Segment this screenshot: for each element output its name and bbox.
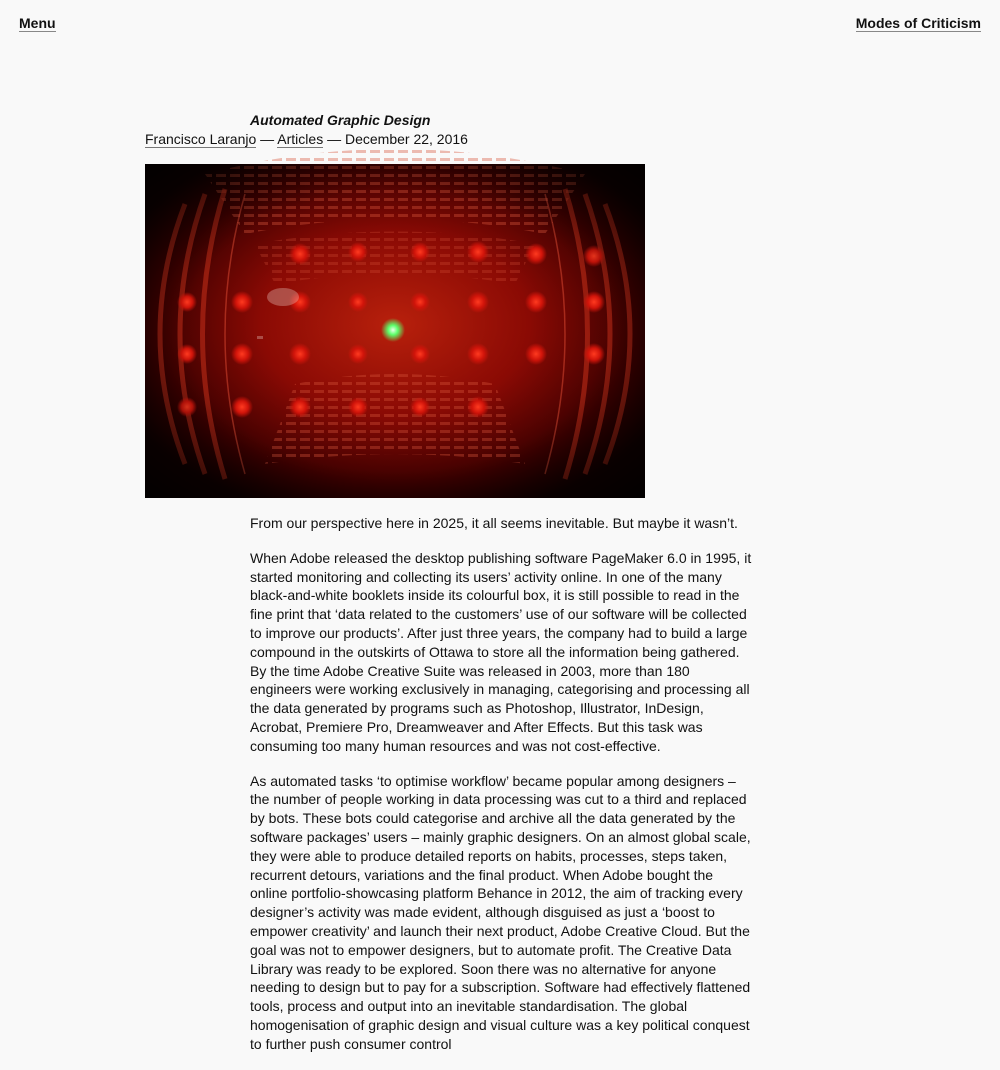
- byline: [145, 130, 468, 148]
- article-paragraph: As automated tasks ‘to optimise workflow’ became popular among designers – the number of people working in data processing was cut to a third and replaced by bots. These bots could categorise and archive all the data generated by the software packages’ users – mainly graphic designers. On an almost global scale, they were able to produce detailed reports on habits, processes, steps taken, recurrent detours, variations and the final product. When Adobe bought the online portfolio-showcasing platform Behance in 2012, the aim of tracking every designer’s activity was made evident, although disguised as just a ‘boost to empower creativity’ and launch their next product, Adobe Creative Cloud. But the goal was not to empower designers, but to automate profit. The Creative Data Library was ready to be explored. Soon there was no alternative for anyone needing to design but to pay for a subscription. Software had effectively flattened tools, process and output into an inevitable standardisation. The global homogenisation of graphic design and visual culture was a key political conquest to further push consumer control: [250, 772, 751, 1052]
- menu-link[interactable]: Menu: [19, 15, 56, 31]
- article-body: [250, 514, 754, 1070]
- byline-separator: —: [260, 131, 275, 147]
- publish-date: December 22, 2016: [344, 131, 468, 147]
- site-title-link[interactable]: Modes of Criticism: [855, 15, 981, 31]
- article-title: Automated Graphic Design: [250, 112, 431, 128]
- article-paragraph: When Adobe released the desktop publishing software PageMaker 6.0 in 1995, it started monitoring and collecting its users’ activity online. In one of the many black-and-white booklets inside its colourful box, it is still possible to read in the fine print that ‘data related to the customers’ use of our software will be collected to improve our products’. After just three years, the company had to build a large compound in the outskirts of Ottawa to store all the information being gathered. By the time Adobe Creative Suite was released in 2003, more than 180 engineers were working exclusively in managing, categorising and processing all the data generated by programs such as Photoshop, Illustrator, InDesign, Acrobat, Premiere Pro, Dreamweaver and After Effects. But this task was consuming too many human resources and was not cost-effective.: [250, 549, 752, 754]
- section-link[interactable]: Articles: [277, 131, 324, 147]
- hero-image: [145, 164, 645, 498]
- red-lens-interior-image: [145, 164, 645, 498]
- author-link[interactable]: Francisco Laranjo: [145, 131, 257, 147]
- article-paragraph: From our perspective here in 2025, it all seems inevitable. But maybe it wasn’t.: [250, 515, 738, 531]
- byline-separator: —: [327, 131, 342, 147]
